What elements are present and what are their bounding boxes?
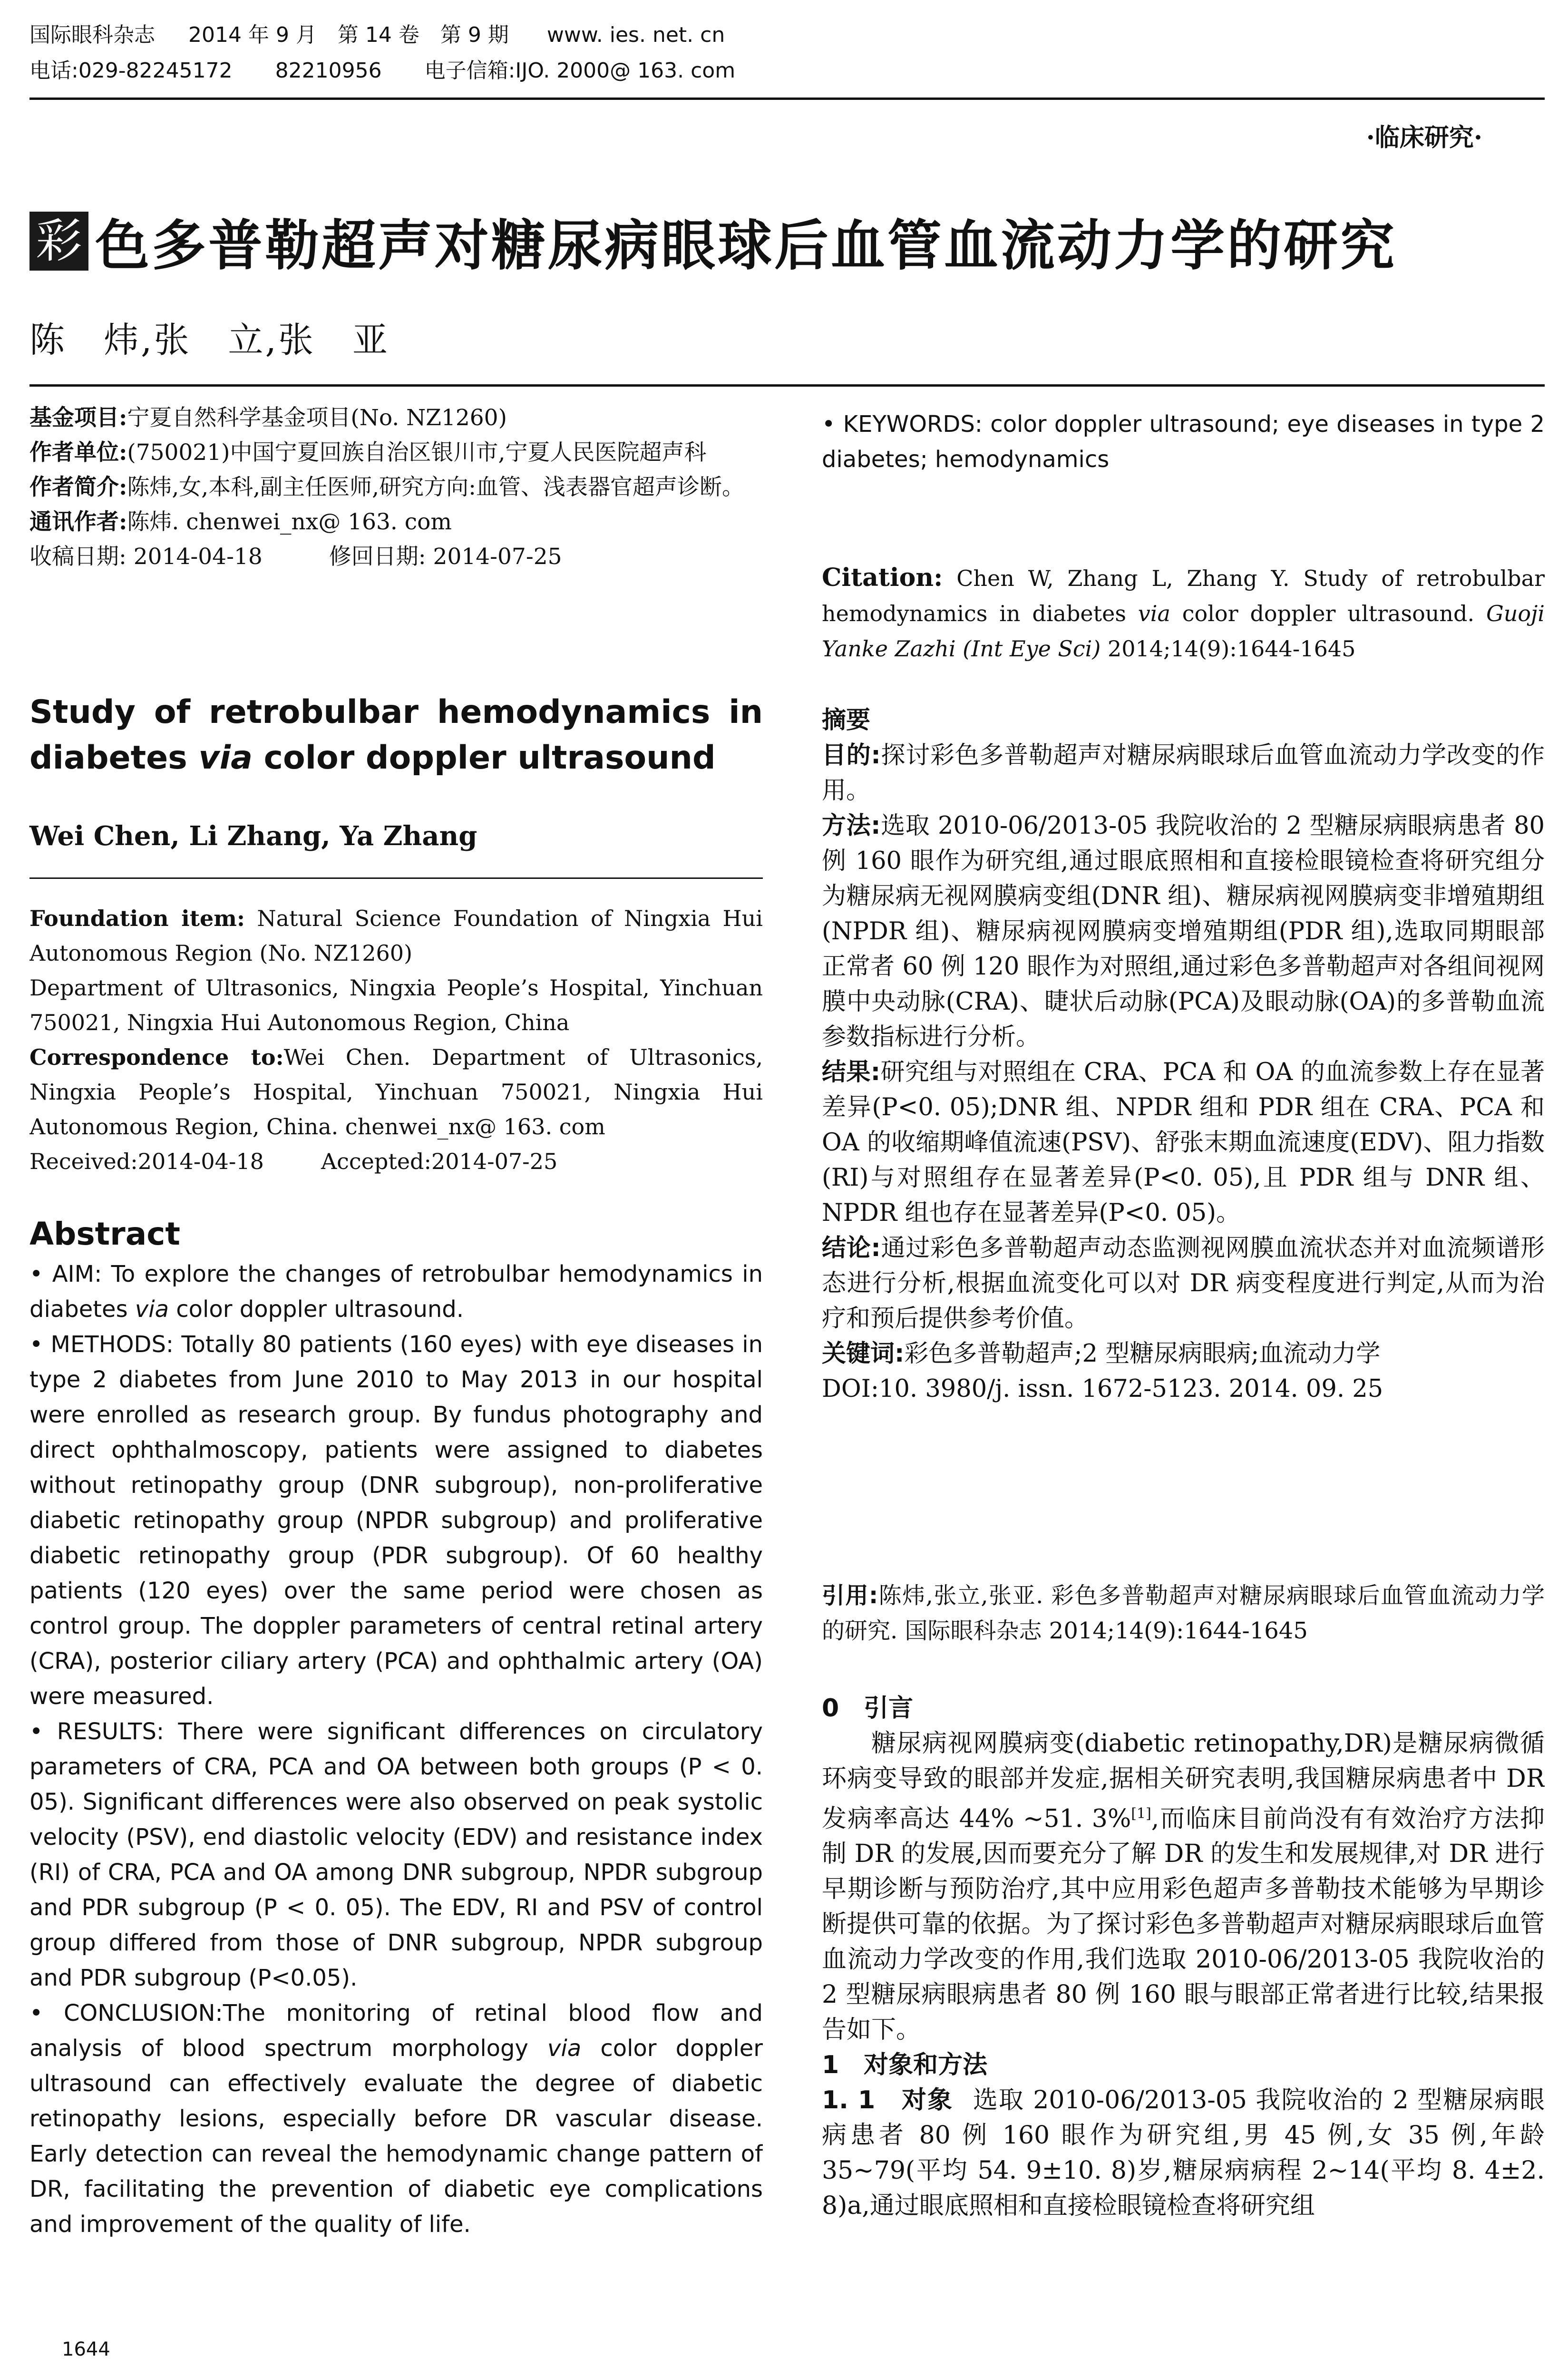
intro-paragraph-a: 糖尿病视网膜病变(diabetic retinopathy,DR)是糖尿病微循环病变导致的眼部并发症,据相关研究表明,我国糖尿病患者中 DR 发病率高达 44% ~51. 3%	[822, 1729, 1545, 1833]
keywords-label: • KEYWORDS:	[822, 411, 983, 438]
methods-cn-label: 方法:	[822, 812, 881, 840]
issue-info: 2014 年 9 月 第 14 卷 第 9 期	[188, 23, 509, 47]
citation-mid: color doppler ultrasound.	[1182, 601, 1475, 626]
affil-label: 作者单位:	[29, 439, 127, 466]
abstract-cn-heading: 摘要	[822, 706, 871, 734]
journal-header-line-2	[29, 55, 735, 87]
subjects-label: 1. 1 对象	[822, 2086, 953, 2115]
citation-cn-label: 引用:	[822, 1582, 878, 1609]
phone: 电话:029-82245172	[29, 58, 233, 83]
aim-label: • AIM:	[29, 1261, 102, 1287]
doi: DOI:10. 3980/j. issn. 1672-5123. 2014. 09. 25	[822, 1375, 1383, 1403]
results-text: There were significant differences on circulatory parameters of CRA, PCA and OA between both groups (P < 0. 05). Significant differences were also observed on peak systolic velocity (PSV), end diastolic velocity (EDV) and resistance index (RI) of CRA, PCA and OA among DNR subgroup, NPDR subgroup and PDR subgroup (P < 0. 05). The EDV, RI and PSV of control group differed from those of DNR subgroup, NPDR subgroup and PDR subgroup (P<0.05).	[29, 1718, 763, 1991]
email[interactable]: 电子信箱:IJO. 2000@ 163. com	[424, 58, 736, 83]
foundation-text: Natural Science Foundation of Ningxia Hui Autonomous Region (No. NZ1260)	[29, 906, 763, 966]
intro-heading: 0 引言	[822, 1694, 914, 1723]
results-cn-text: 研究组与对照组在 CRA、PCA 和 OA 的血流参数上存在显著差异(P<0. 05);DNR 组、NPDR 组和 PDR 组在 CRA、PCA 和 OA 的收缩期峰值流速(PSV)、舒张末期血流速度(EDV)、阻力指数(RI)与对照组存在显著差异(P<0. 05),且 PDR 组与 DNR 组、NPDR 组也存在显著差异(P<0. 05)。	[822, 1058, 1545, 1227]
methods-cn-text: 选取 2010-06/2013-05 我院收治的 2 型糖尿病眼病患者 80 例 160 眼作为研究组,通过眼底照相和直接检眼镜检查将研究组分为糖尿病无视网膜病变组(DNR 组)、糖尿病视网膜病变非增殖期组(NPDR 组)、糖尿病视网膜病变增殖期组(PDR 组),选取同期眼部正常者 60 例 120 眼作为对照组,通过彩色多普勒超声对各组间视网膜中央动脉(CRA)、睫状后动脉(PCA)及眼动脉(OA)的多普勒血流参数指标进行分析。	[822, 812, 1545, 1051]
title-rest: 色多普勒超声对糖尿病眼球后血管血流动力学的研究	[95, 214, 1397, 277]
phone-2: 82210956	[275, 58, 382, 83]
foundation-label: Foundation item:	[29, 906, 245, 931]
conclusion-cn-label: 结论:	[822, 1234, 881, 1262]
section-label: ·临床研究·	[1366, 123, 1482, 152]
intro-paragraph-b: ,而临床目前尚没有有效治疗方法抑制 DR 的发展,因而要充分了解 DR 的发生和发展规律,对 DR 进行早期诊断与预防治疗,其中应用彩色超声多普勒技术能够为早期诊断提供可靠的依据。为了探讨彩色多普勒超声对糖尿病眼球后血管血流动力学改变的作用,我们选取 2010-06/2013-05 我院收治的 2 型糖尿病眼病患者 80 例 160 眼与眼部正常者进行比较,结果报告如下。	[822, 1804, 1545, 2045]
citation-pre: Chen W, Zhang L, Zhang Y. Study of retrobulbar hemodynamics in diabetes	[822, 565, 1545, 626]
page-number: 1644	[62, 2338, 110, 2360]
affil-text: (750021)中国宁夏回族自治区银川市,宁夏人民医院超声科	[127, 439, 707, 466]
aim-via: via	[135, 1296, 169, 1323]
title-en	[29, 690, 763, 781]
body-text	[822, 1691, 1545, 2223]
citation-label: Citation:	[822, 563, 943, 592]
abstract-heading: Abstract	[29, 1216, 180, 1252]
conclusion-cn-text: 通过彩色多普勒超声动态监测视网膜血流状态并对血流频谱形态进行分析,根据血流变化可以对 DR 病变程度进行判定,从而为治疗和预后提供参考价值。	[822, 1234, 1545, 1333]
title-cn	[29, 202, 1397, 277]
received-date: 收稿日期: 2014-04-18	[29, 544, 263, 570]
citation-cn-text: 陈炜,张立,张亚. 彩色多普勒超声对糖尿病眼球后血管血流动力学的研究. 国际眼科杂志 2014;14(9):1644-1645	[822, 1582, 1545, 1644]
corr-text: 陈炜. chenwei_nx@ 163. com	[127, 509, 452, 535]
title-en-via: via	[198, 739, 253, 777]
citation-post: 2014;14(9):1644-1645	[1107, 636, 1356, 662]
website-link[interactable]: www. ies. net. cn	[546, 23, 725, 47]
aim-post: color doppler ultrasound.	[176, 1296, 464, 1323]
title-en-pre: Study of retrobulbar hemodynamics in diabetes	[29, 693, 763, 777]
authors-en: Wei Chen, Li Zhang, Ya Zhang	[29, 820, 477, 852]
meta-cn	[29, 400, 763, 574]
header-rule	[29, 97, 1545, 100]
department-text: Department of Ultrasonics, Ningxia People’s Hospital, Yinchuan 750021, Ningxia Hui Autonomous Region, China	[29, 975, 763, 1035]
journal-header-line-1	[29, 19, 725, 51]
conclusion-pre: The monitoring of retinal blood flow and analysis of blood spectrum morphology	[29, 2000, 763, 2062]
fund-label: 基金项目:	[29, 405, 127, 431]
results-label: • RESULTS:	[29, 1718, 165, 1745]
conclusion-via: via	[547, 2035, 582, 2062]
citation-journal: Guoji Yanke Zazhi (Int Eye Sci)	[822, 601, 1545, 662]
methods-heading: 1 对象和方法	[822, 2051, 988, 2080]
methods-label: • METHODS:	[29, 1331, 174, 1358]
fund-text: 宁夏自然科学基金项目(No. NZ1260)	[127, 405, 507, 431]
journal-name: 国际眼科杂志	[29, 23, 155, 47]
citation-via: via	[1138, 601, 1170, 626]
keywords-text: color doppler ultrasound; eye diseases in type 2 diabetes; hemodynamics	[822, 411, 1545, 473]
keywords-en	[822, 407, 1545, 477]
methods-text: Totally 80 patients (160 eyes) with eye diseases in type 2 diabetes from June 2010 to May 2013 in our hospital were enrolled as research group. By fundus photography and direct ophthalmoscopy, patients were assigned to diabetes without retinopathy group (DNR subgroup), non-proliferative diabetic retinopathy group (NPDR subgroup) and proliferative diabetic retinopathy group (PDR subgroup). Of 60 healthy patients (120 eyes) over the same period were chosen as control group. The doppler parameters of central retinal artery (CRA), posterior ciliary artery (PCA) and ophthalmic artery (OA) were measured.	[29, 1331, 763, 1710]
en-meta-rule	[29, 877, 763, 879]
received-en: Received:2014-04-18	[29, 1149, 264, 1174]
conclusion-post: color doppler ultrasound can effectively evaluate the degree of diabetic retinopathy lesions, especially before DR vascular disease. Early detection can reveal the hemodynamic change pattern of DR, facilitating the prevention of diabetic eye complications and improvement of the quality of life.	[29, 2035, 763, 2238]
results-cn-label: 结果:	[822, 1058, 881, 1086]
abstract-en-body	[29, 1257, 763, 2334]
aim-pre: To explore the changes of retrobulbar hemodynamics in diabetes	[29, 1261, 763, 1323]
citation-cn	[822, 1578, 1545, 1648]
accepted-en: Accepted:2014-07-25	[321, 1149, 558, 1174]
correspondence-label: Correspondence to:	[29, 1044, 284, 1070]
title-en-post: color doppler ultrasound	[263, 739, 716, 777]
subjects-text: 选取 2010-06/2013-05 我院收治的 2 型糖尿病眼病患者 80 例 160 眼作为研究组,男 45 例,女 35 例,年龄 35~79(平均 54. 9±10. 8)岁,糖尿病病程 2~14(平均 8. 4±2. 8)a,通过眼底照相和直接检眼镜检查将研究组	[822, 2086, 1545, 2221]
correspondence-text: Wei Chen. Department of Ultrasonics, Ningxia People’s Hospital, Yinchuan 750021, Ningxia Hui Autonomous Region, China. chenwei_nx@ 163. com	[29, 1044, 763, 1140]
title-rule	[29, 384, 1545, 387]
meta-en	[29, 901, 763, 1179]
intro-citation-ref: [1]	[1131, 1805, 1151, 1822]
corr-label: 通讯作者:	[29, 509, 127, 535]
title-first-char: 彩	[29, 212, 88, 271]
authors-cn: 陈 炜,张 立,张 亚	[29, 320, 390, 360]
conclusion-label: • CONCLUSION:	[29, 2000, 223, 2026]
keywords-cn-label: 关键词:	[822, 1340, 905, 1368]
revised-date: 修回日期: 2014-07-25	[329, 544, 562, 570]
keywords-cn-text: 彩色多普勒超声;2 型糖尿病眼病;血流动力学	[904, 1340, 1381, 1368]
abstract-cn	[822, 703, 1545, 1407]
bio-text: 陈炜,女,本科,副主任医师,研究方向:血管、浅表器官超声诊断。	[127, 474, 744, 500]
aim-cn-text: 探讨彩色多普勒超声对糖尿病眼球后血管血流动力学改变的作用。	[822, 741, 1545, 805]
bio-label: 作者简介:	[29, 474, 127, 500]
aim-cn-label: 目的:	[822, 741, 881, 770]
citation-en	[822, 560, 1545, 666]
